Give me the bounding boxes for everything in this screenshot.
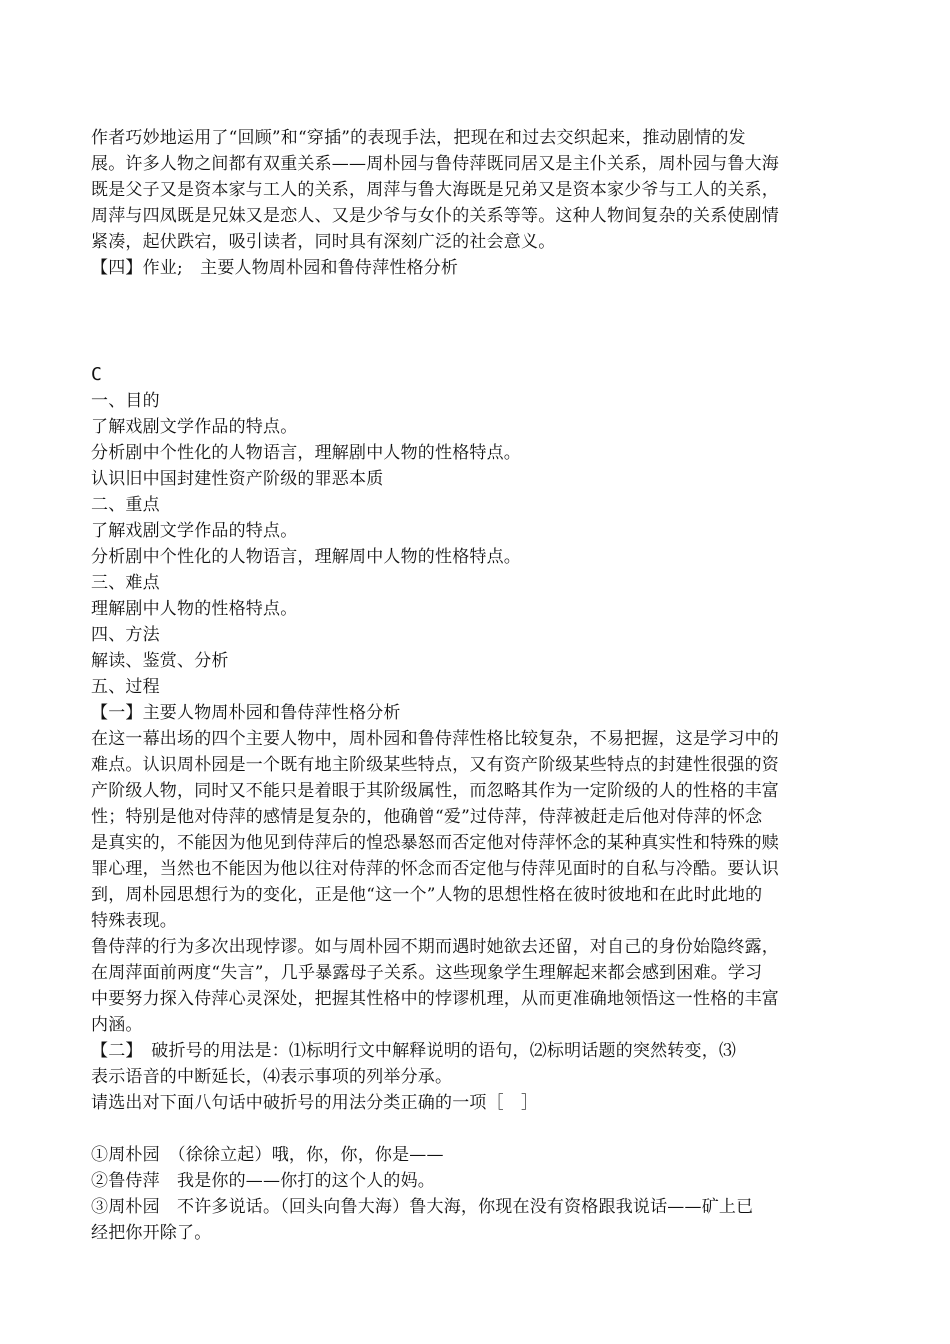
example-sentence: ②鲁侍萍 我是你的——你打的这个人的妈。 bbox=[91, 1171, 435, 1191]
paragraph-line: 难点。认识周朴园是一个既有地主阶级某些特点，又有资产阶级某些特点的封建性很强的资 bbox=[91, 755, 779, 775]
key-heading: 二、重点 bbox=[91, 495, 160, 515]
goal-item: 认识旧中国封建性资产阶级的罪恶本质 bbox=[91, 469, 384, 489]
method-heading: 四、方法 bbox=[91, 625, 160, 645]
paragraph-line: 性；特别是他对侍萍的感情是复杂的，他确曾“爱”过侍萍，侍萍被赶走后他对侍萍的怀念 bbox=[91, 807, 763, 827]
question-prompt: 请选出对下面八句话中破折号的用法分类正确的一项［ ］ bbox=[91, 1093, 539, 1113]
paragraph-line: 在周萍面前两度“失言”，几乎暴露母子关系。这些现象学生理解起来都会感到困难。学习 bbox=[91, 963, 763, 983]
paragraph-line: 产阶级人物，同时又不能只是着眼于其阶级属性，而忽略其作为一定阶级的人的性格的丰富 bbox=[91, 781, 779, 801]
difficulty-heading: 三、难点 bbox=[91, 573, 160, 593]
paragraph-line: 在这一幕出场的四个主要人物中，周朴园和鲁侍萍性格比较复杂，不易把握，这是学习中的 bbox=[91, 729, 779, 749]
paragraph-line: 鲁侍萍的行为多次出现悖谬。如与周朴园不期而遇时她欲去还留，对自己的身份始隐终露， bbox=[91, 937, 779, 957]
paragraph-line: 到，周朴园思想行为的变化，正是他“这一个”人物的思想性格在彼时彼地和在此时此地的 bbox=[91, 885, 763, 905]
key-item: 分析剧中个性化的人物语言，理解周中人物的性格特点。 bbox=[91, 547, 521, 567]
paragraph-line: 是真实的，不能因为他见到侍萍后的惶恐暴怒而否定他对侍萍怀念的某种真实性和特殊的赎 bbox=[91, 833, 779, 853]
paragraph-line: 内涵。 bbox=[91, 1015, 143, 1035]
part2-line: 【二】 破折号的用法是：⑴标明行文中解释说明的语句，⑵标明话题的突然转变，⑶ bbox=[91, 1041, 737, 1061]
difficulty-item: 理解剧中人物的性格特点。 bbox=[91, 599, 298, 619]
paragraph-line: 罪心理，当然也不能因为他以往对侍萍的怀念而否定他与侍萍见面时的自私与冷酷。要认识 bbox=[91, 859, 779, 879]
goal-heading: 一、目的 bbox=[91, 391, 160, 411]
example-sentence: ③周朴园 不许多说话。（回头向鲁大海）鲁大海，你现在没有资格跟我说话——矿上已 bbox=[91, 1197, 754, 1217]
paragraph-line: 作者巧妙地运用了“回顾”和“穿插”的表现手法，把现在和过去交织起来，推动剧情的发 bbox=[91, 128, 746, 148]
paragraph-line: 周萍与四凤既是兄妹又是恋人、又是少爷与女仆的关系等等。这种人物间复杂的关系使剧情 bbox=[91, 206, 779, 226]
method-item: 解读、鉴赏、分析 bbox=[91, 651, 229, 671]
part2-line: 表示语音的中断延长，⑷表示事项的列举分承。 bbox=[91, 1067, 453, 1087]
example-sentence: 经把你开除了。 bbox=[91, 1223, 212, 1243]
key-item: 了解戏剧文学作品的特点。 bbox=[91, 521, 298, 541]
section-letter: C bbox=[91, 364, 103, 385]
paragraph-line: 中要努力探入侍萍心灵深处，把握其性格中的悖谬机理，从而更准确地领悟这一性格的丰富 bbox=[91, 989, 779, 1009]
paragraph-line: 展。许多人物之间都有双重关系——周朴园与鲁侍萍既同居又是主仆关系，周朴园与鲁大海 bbox=[91, 154, 779, 174]
example-sentence: ①周朴园 （徐徐立起）哦，你，你，你是—— bbox=[91, 1145, 444, 1165]
paragraph-line: 紧凑，起伏跌宕，吸引读者，同时具有深刻广泛的社会意义。 bbox=[91, 232, 556, 252]
paragraph-line: 既是父子又是资本家与工人的关系，周萍与鲁大海既是兄弟又是资本家少爷与工人的关系， bbox=[91, 180, 779, 200]
paragraph-line: 特殊表现。 bbox=[91, 911, 177, 931]
part1-heading: 【一】主要人物周朴园和鲁侍萍性格分析 bbox=[91, 703, 401, 723]
goal-item: 分析剧中个性化的人物语言，理解剧中人物的性格特点。 bbox=[91, 443, 521, 463]
goal-item: 了解戏剧文学作品的特点。 bbox=[91, 417, 298, 437]
process-heading: 五、过程 bbox=[91, 677, 160, 697]
homework-line: 【四】作业; 主要人物周朴园和鲁侍萍性格分析 bbox=[91, 258, 459, 278]
